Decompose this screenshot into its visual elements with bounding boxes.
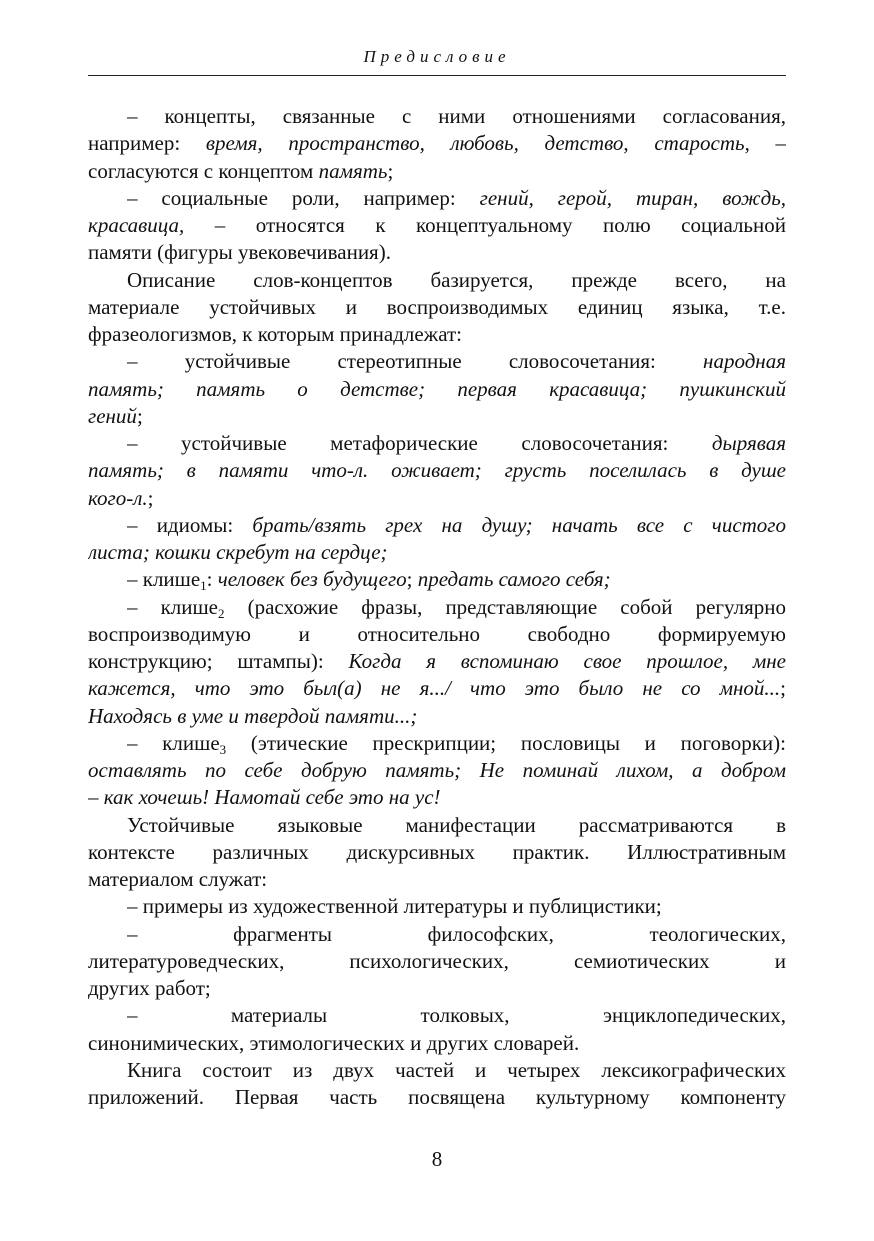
text-segment: – идиомы:	[127, 513, 253, 537]
text-line	[88, 648, 786, 675]
text-segment: воспроизводимую и относительно свободно формируемую	[88, 622, 786, 646]
text-line	[88, 757, 786, 784]
text-line	[88, 975, 786, 1002]
text-segment: – концепты, связанные с ними отношениями согласования,	[127, 104, 786, 128]
text-line	[88, 321, 786, 348]
text-segment: (расхожие фразы, представляющие собой регулярно	[224, 595, 786, 619]
text-segment: конструкцию; штампы):	[88, 649, 349, 673]
italic-example: предать самого себя;	[417, 567, 611, 591]
text-segment: , –	[744, 131, 786, 155]
text-line	[127, 566, 786, 593]
text-segment: – клише	[127, 595, 218, 619]
text-line	[88, 403, 786, 430]
italic-example: листа; кошки скребут на сердце;	[88, 540, 388, 564]
text-segment: синонимических, этимологических и других словарей.	[88, 1031, 580, 1055]
text-segment: контексте различных дискурсивных практик. Иллюстративным	[88, 840, 786, 864]
text-segment: :	[206, 567, 218, 591]
text-segment: памяти (фигуры увековечивания).	[88, 240, 391, 264]
text-line	[88, 948, 786, 975]
page-number: 8	[431, 1147, 443, 1171]
text-segment: Описание слов-концептов базируется, прежде всего, на	[127, 268, 786, 292]
text-line	[88, 376, 786, 403]
italic-example: память; в памяти что-л. оживает; грусть поселилась в душе	[88, 458, 786, 482]
text-line	[88, 839, 786, 866]
text-line	[127, 185, 786, 212]
text-line	[127, 512, 786, 539]
text-segment: других работ;	[88, 976, 211, 1000]
text-segment: – устойчивые стереотипные словосочетания:	[127, 349, 704, 373]
subscript-index: 3	[219, 742, 227, 757]
text-segment: – социальные роли, например:	[127, 186, 480, 210]
text-segment: фразеологизмов, к которым принадлежат:	[88, 322, 462, 346]
italic-example: Когда я вспоминаю свое прошлое, мне	[348, 649, 786, 673]
italic-example: дырявая	[711, 431, 786, 455]
text-line	[127, 893, 786, 920]
text-segment: – устойчивые метафорические словосочетания:	[127, 431, 712, 455]
italic-example: память	[318, 159, 388, 183]
text-line	[88, 1084, 786, 1111]
subscript-index: 1	[200, 578, 207, 593]
text-segment: ;	[780, 676, 786, 700]
italic-example: гений, герой, тиран, вождь,	[479, 186, 786, 210]
text-segment: – относятся к концептуальному полю социальной	[184, 213, 786, 237]
text-segment: – клише	[127, 567, 201, 591]
text-line	[88, 621, 786, 648]
text-line	[88, 675, 786, 702]
text-line	[127, 730, 786, 757]
text-line	[127, 812, 786, 839]
text-segment: согласуются с концептом	[88, 159, 319, 183]
text-segment: Устойчивые языковые манифестации рассматриваются в	[127, 813, 786, 837]
text-line	[88, 703, 786, 730]
text-segment: ;	[136, 404, 143, 428]
text-segment: – клише	[127, 731, 220, 755]
running-header-title: Предисловие	[363, 47, 511, 66]
text-line	[127, 921, 786, 948]
text-line	[88, 130, 786, 157]
italic-example: кого-л.	[88, 486, 148, 510]
text-line	[88, 485, 786, 512]
text-line	[88, 539, 786, 566]
text-line	[127, 430, 786, 457]
italic-example: народная	[703, 349, 786, 373]
text-segment: материалом служат:	[88, 867, 268, 891]
text-line	[88, 239, 786, 266]
italic-example: время, пространство, любовь, детство, старость	[205, 131, 745, 155]
text-line	[88, 294, 786, 321]
text-line	[88, 212, 786, 239]
italic-example: человек без будущего	[217, 567, 407, 591]
italic-example: брать/взять грех на душу; начать все с чистого	[252, 513, 786, 537]
text-line	[88, 866, 786, 893]
italic-example: Находясь в уме и твердой памяти...;	[88, 704, 418, 728]
text-line	[88, 158, 786, 185]
text-line	[127, 1057, 786, 1084]
text-line	[88, 784, 786, 811]
italic-example: память; память о детстве; первая красавица; пушкинский	[88, 377, 786, 401]
text-segment: (этические прескрипции; пословицы и поговорки):	[226, 731, 786, 755]
italic-example: оставлять по себе добрую память; Не поминай лихом, а добром	[88, 758, 786, 782]
text-line	[127, 348, 786, 375]
text-segment: материале устойчивых и воспроизводимых единиц языка, т.е.	[88, 295, 786, 319]
text-line	[88, 1030, 786, 1057]
italic-example: – как хочешь! Намотай себе это на ус!	[88, 785, 441, 809]
text-segment: – примеры из художественной литературы и публицистики;	[127, 894, 662, 918]
text-segment: литературоведческих, психологических, семиотических и	[88, 949, 786, 973]
text-segment: ;	[406, 567, 418, 591]
text-segment: ;	[147, 486, 154, 510]
text-segment: приложений. Первая часть посвящена культурному компоненту	[88, 1085, 786, 1109]
text-segment: – материалы толковых, энциклопедических,	[127, 1003, 786, 1027]
text-line	[127, 1002, 786, 1029]
text-line	[127, 594, 786, 621]
subscript-index: 2	[218, 606, 225, 621]
text-line	[88, 457, 786, 484]
text-segment: например:	[88, 131, 206, 155]
text-segment: ;	[387, 159, 394, 183]
text-line	[127, 267, 786, 294]
text-segment: – фрагменты философских, теологических,	[127, 922, 786, 946]
text-line	[127, 103, 786, 130]
italic-example: красавица,	[88, 213, 185, 237]
text-segment: Книга состоит из двух частей и четырех лексикографических	[127, 1058, 786, 1082]
italic-example: кажется, что это был(а) не я.../ что это было не со мной...	[88, 676, 781, 700]
italic-example: гений	[88, 404, 137, 428]
